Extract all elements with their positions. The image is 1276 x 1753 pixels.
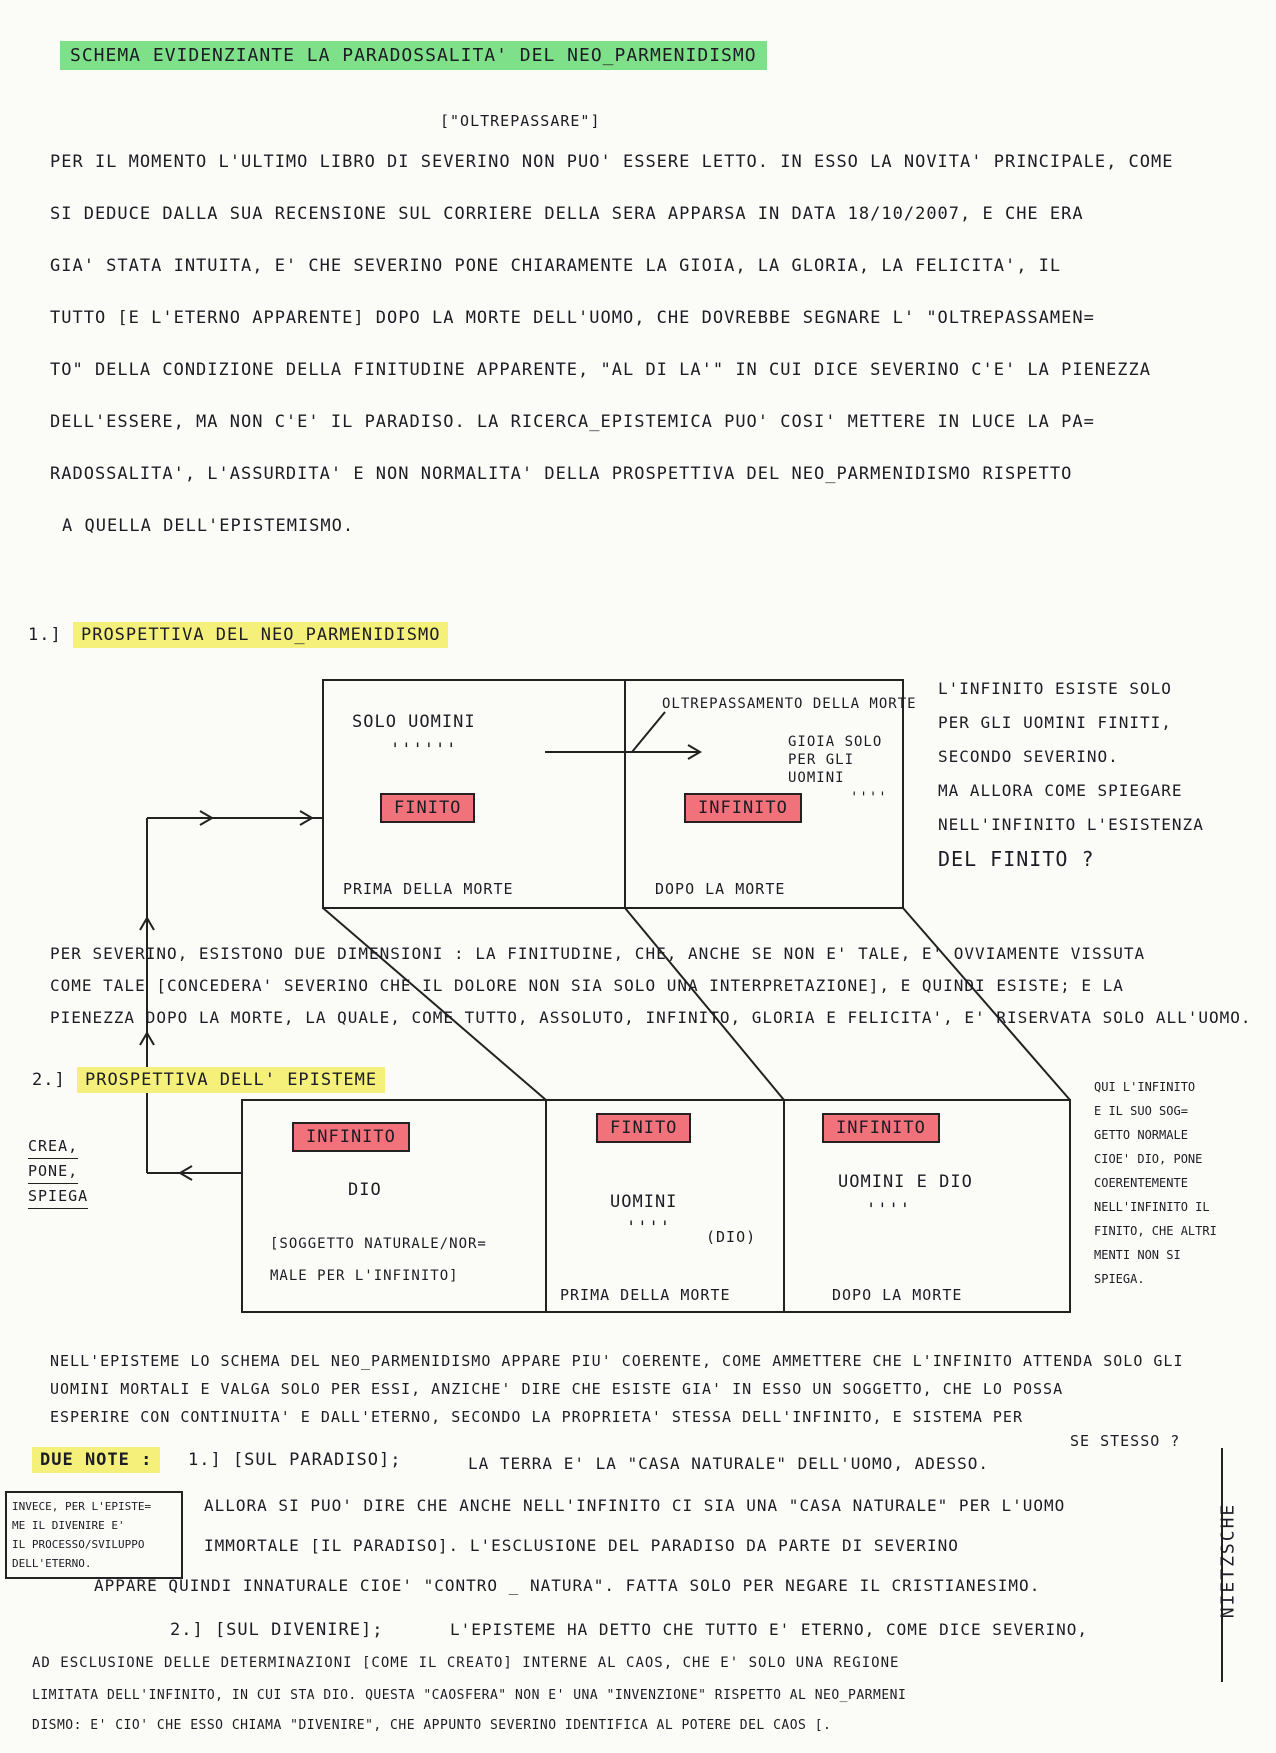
box2-top-text: OLTREPASSAMENTO DELLA MORTE <box>662 696 917 712</box>
desc-line: MALE PER L'INFINITO] <box>270 1268 459 1284</box>
left-verbs <box>28 1134 88 1209</box>
side-note-line: NELL'INFINITO L'ESISTENZA <box>938 815 1204 834</box>
intro-line: PER IL MOMENTO L'ULTIMO LIBRO DI SEVERINO NON PUO' ESSERE LETTO. IN ESSO LA NOVITA' PRINCIPALE, COME <box>50 152 1174 172</box>
section1-heading <box>28 625 448 645</box>
intro-line: TUTTO [E L'ETERNO APPARENTE] DOPO LA MORTE DELL'UOMO, CHE DOVREBBE SEGNARE L' "OLTREPASSAMEN= <box>50 308 1095 328</box>
box-note-line: IL PROCESSO/SVILUPPO <box>12 1538 145 1551</box>
joy-line: UOMINI <box>788 770 845 786</box>
verb-spiega: SPIEGA <box>28 1184 88 1209</box>
note1-line: IMMORTALE [IL PARADISO]. L'ESCLUSIONE DEL PARADISO DA PARTE DI SEVERINO <box>204 1536 959 1555</box>
section1-title: PROSPETTIVA DEL NEO_PARMENIDISMO <box>73 622 449 648</box>
middle-line: PER SEVERINO, ESISTONO DUE DIMENSIONI : LA FINITUDINE, CHE, ANCHE SE NON E' TALE, E' OVVIAMENTE VISSUTA <box>50 944 1146 963</box>
box2-dots: '''' <box>850 790 888 806</box>
box-note-line: INVECE, PER L'EPISTE= <box>12 1500 152 1513</box>
side-note-line: L'INFINITO ESISTE SOLO <box>938 679 1172 698</box>
side-note-line: MENTI NON SI <box>1094 1248 1181 1262</box>
side-note-line: E IL SUO SOG= <box>1094 1104 1188 1118</box>
insert-note: ["OLTREPASSARE"] <box>440 112 601 130</box>
after-line: ESPERIRE CON CONTINUITA' E DALL'ETERNO, SECONDO LA PROPRIETA' STESSA DELL'INFINITO, E SISTEMA PER <box>50 1408 1023 1426</box>
after-line: SE STESSO ? <box>1070 1432 1181 1450</box>
verb-crea: CREA, <box>28 1134 78 1159</box>
box1-top-text: SOLO UOMINI <box>352 712 476 732</box>
intro-line: A QUELLA DELL'EPISTEMISMO. <box>62 516 355 536</box>
joy-block <box>788 733 882 787</box>
note1-line: LA TERRA E' LA "CASA NATURALE" DELL'UOMO, ADESSO. <box>468 1454 990 1473</box>
box-note <box>12 1497 151 1573</box>
middle-line: COME TALE [CONCEDERA' SEVERINO CHE IL DOLORE NON SIA SOLO UNA INTERPRETAZIONE], E QUINDI ESISTE; E LA <box>50 976 1124 995</box>
side-note-line: NELL'INFINITO IL <box>1094 1200 1210 1214</box>
ep-god-paren: (DIO) <box>706 1228 757 1246</box>
side-note-line: MA ALLORA COME SPIEGARE <box>938 781 1183 800</box>
section2-side-note <box>1094 1075 1217 1291</box>
intro-line: RADOSSALITA', L'ASSURDITA' E NON NORMALITA' DELLA PROSPETTIVA DEL NEO_PARMENIDISMO RISPETTO <box>50 464 1073 484</box>
side-note-line: SPIEGA. <box>1094 1272 1145 1286</box>
verb-pone: PONE, <box>28 1159 78 1184</box>
ep-box3-bottom: DOPO LA MORTE <box>832 1286 963 1304</box>
box2-bottom: DOPO LA MORTE <box>655 880 786 898</box>
finito-badge: FINITO <box>380 793 475 823</box>
section2-heading <box>32 1070 385 1090</box>
side-note-line: QUI L'INFINITO <box>1094 1080 1196 1094</box>
note2-line: LIMITATA DELL'INFINITO, IN CUI STA DIO. QUESTA "CAOSFERA" NON E' UNA "INVENZIONE" RISPETTO AL NEO_PARMENI <box>32 1688 907 1703</box>
intro-line: GIA' STATA INTUITA, E' CHE SEVERINO PONE CHIARAMENTE LA GIOIA, LA GLORIA, LA FELICITA', IL <box>50 256 1062 276</box>
side-note-line: FINITO, CHE ALTRI <box>1094 1224 1217 1238</box>
box-note-line: ME IL DIVENIRE E' <box>12 1519 125 1532</box>
ep-box1-desc <box>270 1228 487 1292</box>
side-note-line: SECONDO SEVERINO. <box>938 747 1119 766</box>
middle-line: PIENEZZA DOPO LA MORTE, LA QUALE, COME TUTTO, ASSOLUTO, INFINITO, GLORIA E FELICITA', E' RISERVATA SOLO ALL'UOMO. <box>50 1008 1252 1027</box>
note1-line: APPARE QUINDI INNATURALE CIOE' "CONTRO _ NATURA". FATTA SOLO PER NEGARE IL CRISTIANESIMO. <box>94 1576 1041 1595</box>
section1-number: 1.] <box>28 625 62 645</box>
box-note-line: DELL'ETERNO. <box>12 1557 92 1570</box>
note2-line: L'EPISTEME HA DETTO CHE TUTTO E' ETERNO, COME DICE SEVERINO, <box>450 1620 1088 1639</box>
ep-dots2: '''' <box>866 1200 911 1220</box>
ep-uomini-dio: UOMINI E DIO <box>838 1172 973 1192</box>
intro-line: SI DEDUCE DALLA SUA RECENSIONE SUL CORRIERE DELLA SERA APPARSA IN DATA 18/10/2007, E CHE ERA <box>50 204 1084 224</box>
after-line: NELL'EPISTEME LO SCHEMA DEL NEO_PARMENIDISMO APPARE PIU' COERENTE, COME AMMETTERE CHE L'INFINITO ATTENDA SOLO GLI <box>50 1352 1184 1370</box>
ep-uomini: UOMINI <box>610 1192 678 1212</box>
side-note-line: DEL FINITO ? <box>938 847 1095 871</box>
ep-finito-badge: FINITO <box>596 1113 691 1143</box>
notes-label: DUE NOTE : <box>32 1447 160 1473</box>
nietzsche-label: NIETZSCHE <box>1217 1502 1239 1619</box>
side-note-line: CIOE' DIO, PONE <box>1094 1152 1203 1166</box>
note2-line: AD ESCLUSIONE DELLE DETERMINAZIONI [COME IL CREATO] INTERNE AL CAOS, CHE E' SOLO UNA REGIONE <box>32 1655 900 1671</box>
box1-bottom: PRIMA DELLA MORTE <box>343 880 514 898</box>
section2-number: 2.] <box>32 1070 66 1090</box>
note2-head: 2.] [SUL DIVENIRE]; <box>170 1620 384 1640</box>
desc-line: [SOGGETTO NATURALE/NOR= <box>270 1236 487 1252</box>
side-note-line: COERENTEMENTE <box>1094 1176 1188 1190</box>
after-line: UOMINI MORTALI E VALGA SOLO PER ESSI, ANZICHE' DIRE CHE ESISTE GIA' IN ESSO UN SOGGETTO, CHE LO POSSA <box>50 1380 1064 1398</box>
joy-line: PER GLI <box>788 752 855 768</box>
note1-head: 1.] [SUL PARADISO]; <box>188 1450 402 1470</box>
ep-infinito-badge: INFINITO <box>292 1122 410 1152</box>
joy-line: GIOIA SOLO <box>788 734 883 750</box>
section1-side-note <box>938 672 1204 876</box>
ep-dio: DIO <box>348 1180 382 1200</box>
box1-dots: '''''' <box>390 740 458 760</box>
intro-line: DELL'ESSERE, MA NON C'E' IL PARADISO. LA RICERCA_EPISTEMICA PUO' COSI' METTERE IN LUCE LA PA= <box>50 412 1095 432</box>
note2-line: DISMO: E' CIO' CHE ESSO CHIAMA "DIVENIRE", CHE APPUNTO SEVERINO IDENTIFICA AL POTERE DEL CAOS [. <box>32 1718 832 1733</box>
page-title: SCHEMA EVIDENZIANTE LA PARADOSSALITA' DEL NEO_PARMENIDISMO <box>60 41 767 70</box>
ep-dots: '''' <box>626 1218 671 1238</box>
side-note-line: GETTO NORMALE <box>1094 1128 1188 1142</box>
side-note-line: PER GLI UOMINI FINITI, <box>938 713 1172 732</box>
ep-box2-bottom: PRIMA DELLA MORTE <box>560 1286 731 1304</box>
section2-title: PROSPETTIVA DELL' EPISTEME <box>77 1067 385 1093</box>
ep-infinito2-badge: INFINITO <box>822 1113 940 1143</box>
intro-line: TO" DELLA CONDIZIONE DELLA FINITUDINE APPARENTE, "AL DI LA'" IN CUI DICE SEVERINO C'E' LA PIENEZZA <box>50 360 1152 380</box>
infinito-badge: INFINITO <box>684 793 802 823</box>
note1-line: ALLORA SI PUO' DIRE CHE ANCHE NELL'INFINITO CI SIA UNA "CASA NATURALE" PER L'UOMO <box>204 1496 1066 1515</box>
